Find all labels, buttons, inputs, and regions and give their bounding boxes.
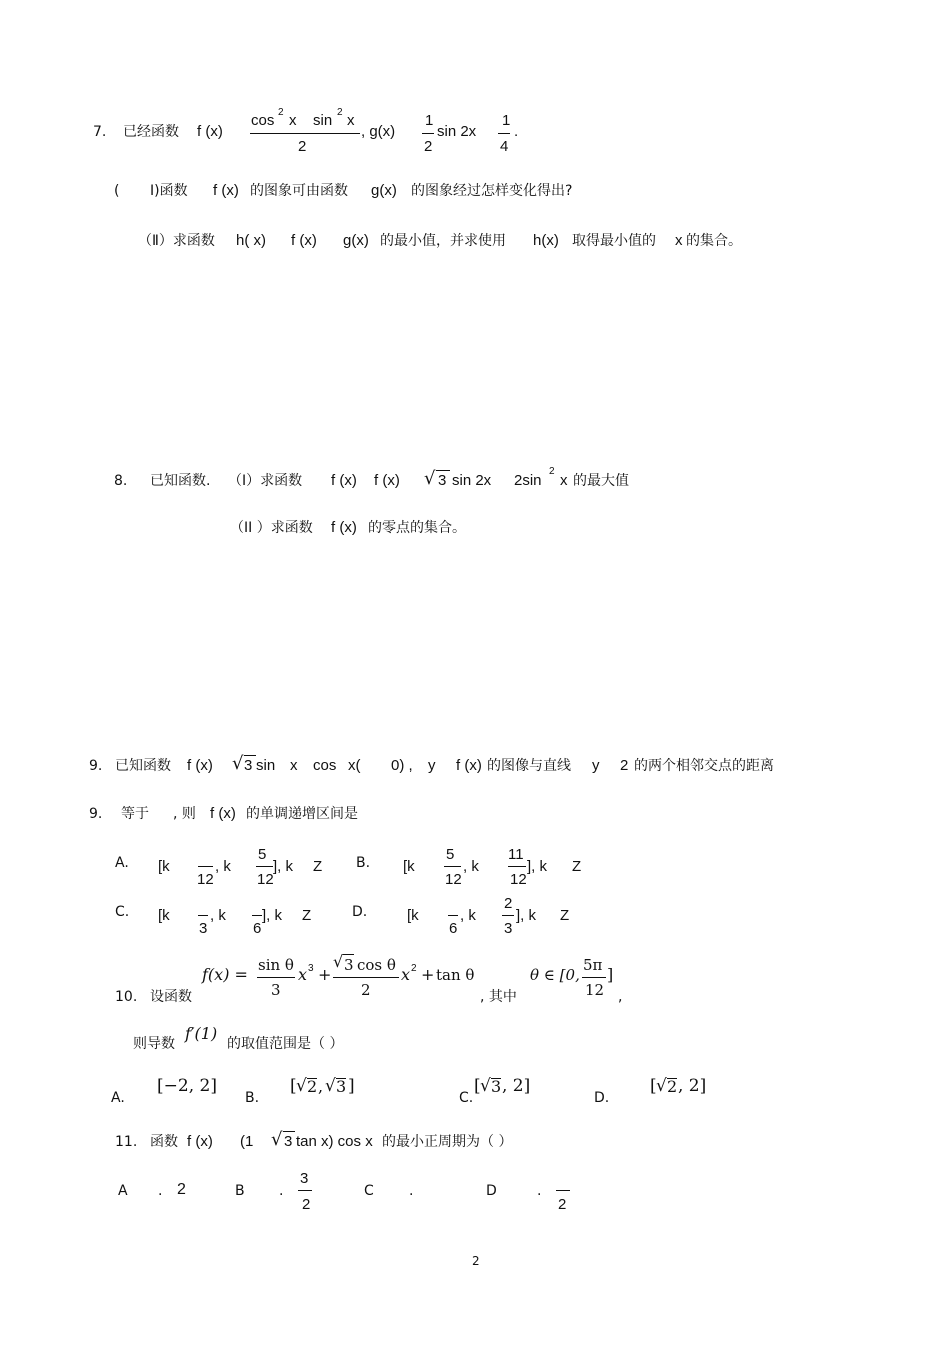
q10-term1-bar — [257, 977, 295, 978]
q10-option-b-mid: , — [318, 1077, 324, 1096]
q7-fx: f (x) — [197, 123, 223, 140]
q10-option-c-right: , 2] — [502, 1076, 531, 1096]
q8-fx2: f (x) — [374, 472, 400, 489]
q11-option-c-label: C — [364, 1183, 374, 1199]
page-number: 2 — [472, 1254, 480, 1268]
q9-option-a-frac1-bar — [198, 866, 213, 867]
q7-frac-sin: sin — [313, 112, 333, 129]
q9-radical-icon: √ — [232, 753, 244, 774]
q10-tan: tan θ — [436, 966, 475, 984]
q7-part1-fx: f (x) — [213, 182, 239, 199]
q8-part2-fx: f (x) — [331, 519, 357, 536]
q9-option-b-label: B. — [356, 855, 371, 871]
q10-x3-sup: 3 — [308, 963, 314, 974]
q11-fx: f (x) — [187, 1133, 213, 1150]
q7-number: 7. — [93, 124, 107, 140]
q10-option-d-s: 2 — [667, 1077, 678, 1096]
q7-end: . — [514, 123, 519, 140]
q9-number: 9. — [89, 758, 103, 774]
q9-option-a-open: [k — [158, 858, 170, 875]
q10-radical-icon: √ — [333, 952, 344, 971]
q7-quarter-den: 4 — [500, 138, 509, 155]
q10-theta-in: θ ∈ [0, — [530, 966, 580, 984]
q9-option-d-frac2-bar — [502, 915, 514, 916]
q7-frac-x2: x — [347, 112, 355, 129]
q9-lead: 已知函数 — [115, 758, 171, 774]
q11-option-d-dot: . — [537, 1183, 542, 1199]
q9-option-d-open: [k — [407, 907, 419, 924]
q10-theta-bar — [582, 977, 606, 978]
q9-option-c-label: C. — [115, 904, 130, 920]
q10-term2-sqrt: 3 — [344, 956, 354, 974]
q10-term2-cos: cos θ — [357, 956, 396, 974]
q11-option-d-label: D — [486, 1183, 497, 1199]
q11-option-b-label: B — [235, 1183, 245, 1199]
q9-x1: x — [290, 757, 298, 774]
q9-option-d-n2: 2 — [504, 895, 513, 912]
q11-option-b-den: 2 — [302, 1196, 311, 1213]
q11-option-c-dot: . — [409, 1183, 414, 1199]
q9-line2-b: , 则 — [173, 806, 196, 822]
q10-fx: f(x) = — [202, 965, 248, 984]
q7-part1-gx: g(x) — [371, 182, 397, 199]
q9-option-b-frac1-bar — [444, 866, 461, 867]
q9-option-a-label: A. — [115, 855, 129, 871]
q9-option-c-close: ], k — [262, 907, 283, 924]
q9-y: y — [428, 757, 436, 774]
q9-option-c-open: [k — [158, 907, 170, 924]
q10-x2-sup: 2 — [411, 963, 417, 974]
q7-frac-bar — [250, 133, 360, 134]
q7-gx: , g(x) — [361, 123, 396, 140]
q8-2sin: 2sin — [514, 472, 542, 489]
q9-option-a-d1: 12 — [197, 871, 214, 888]
q9-radical-bar — [244, 755, 256, 756]
q7-part2-fx: f (x) — [291, 232, 317, 249]
q7-part2-mid: 的最小值，并求使用 — [380, 233, 506, 249]
q9-option-b-close: ], k — [527, 858, 548, 875]
q9-option-a-n2: 5 — [258, 846, 267, 863]
q11-tan: tan x) cos x — [296, 1133, 373, 1150]
q10-term1-num: sin θ — [258, 956, 294, 974]
q9-option-a-close: ], k — [273, 858, 294, 875]
q10-lead: 设函数 — [150, 989, 192, 1005]
q9-option-c-frac2-bar — [252, 915, 262, 916]
q7-sup2a: 2 — [278, 107, 284, 118]
q8-fx1: f (x) — [331, 472, 357, 489]
q9-option-d-comma: , k — [460, 907, 476, 924]
q11-option-b-bar — [298, 1190, 312, 1191]
q11-option-d-den: 2 — [558, 1196, 567, 1213]
q9-option-d-d1: 6 — [449, 920, 458, 937]
q7-quarter-num: 1 — [502, 112, 511, 129]
q10-comma-where: , 其中 — [480, 989, 517, 1005]
q10-option-b-radical1-icon: √ — [296, 1076, 307, 1096]
q10-theta-close: ] — [607, 965, 614, 984]
q9-option-b-comma: , k — [463, 858, 479, 875]
q10-option-c-s: 3 — [491, 1077, 502, 1096]
q10-line2-a: 则导数 — [133, 1036, 175, 1052]
q9-number-2: 9. — [89, 806, 103, 822]
q7-part2-hx: h( x) — [236, 232, 266, 249]
q10-number: 10. — [115, 989, 138, 1005]
q11-option-b-num: 3 — [300, 1170, 309, 1187]
q10-option-d-left: [ — [650, 1076, 657, 1096]
q8-sin2x: sin 2x — [452, 472, 492, 489]
q9-option-c-z: Z — [302, 907, 312, 924]
q9-fx: f (x) — [187, 757, 213, 774]
q10-option-c-left: [ — [474, 1076, 481, 1096]
q8-number: 8. — [114, 473, 128, 489]
q10-x2: x — [401, 965, 411, 984]
q8-x: x — [560, 472, 568, 489]
q8-end: 的最大值 — [573, 473, 629, 489]
q10-option-b-s1: 2 — [307, 1077, 318, 1096]
q7-frac-x1: x — [289, 112, 297, 129]
q7-part2-hx2: h(x) — [533, 232, 559, 249]
q9-option-b-d2: 12 — [510, 871, 527, 888]
q8-lead: 已知函数. — [150, 473, 211, 489]
q10-radical-bar — [343, 954, 354, 955]
q10-option-b-label: B. — [245, 1090, 260, 1106]
q9-option-d-d2: 3 — [504, 920, 513, 937]
q8-radical-icon: √ — [424, 468, 436, 489]
q7-quarter-bar — [498, 133, 510, 134]
q7-part2-end: 的集合。 — [686, 233, 742, 249]
q10-option-a-label: A. — [111, 1090, 125, 1106]
q9-option-a-d2: 12 — [257, 871, 274, 888]
q9-option-d-label: D. — [352, 904, 368, 920]
q9-option-a-z: Z — [313, 858, 323, 875]
q10-fprime: f′(1) — [185, 1024, 218, 1043]
q8-sup2: 2 — [549, 466, 555, 477]
q9-x2: x( — [348, 757, 361, 774]
q11-open: (1 — [240, 1133, 254, 1150]
q10-option-b-left: [ — [290, 1076, 297, 1096]
q11-option-a-value: 2 — [177, 1181, 186, 1198]
q10-option-b-right: ] — [348, 1076, 355, 1096]
q7-part1-mid: 的图象可由函数 — [250, 183, 348, 199]
q9-option-c-frac1-bar — [198, 915, 208, 916]
q10-plus2: + — [421, 965, 435, 984]
q11-radical-bar — [283, 1131, 295, 1132]
q8-part1-label: （Ⅰ）求函数 — [228, 473, 303, 489]
q11-option-a-dot: . — [158, 1183, 163, 1199]
q9-zero: 0) , — [391, 757, 413, 774]
q9-line2-end: 的单调递增区间是 — [246, 806, 358, 822]
q9-option-b-frac2-bar — [508, 866, 526, 867]
q7-half-num: 1 — [425, 112, 434, 129]
q10-theta-den: 12 — [585, 981, 605, 999]
q10-option-d-right: , 2] — [678, 1076, 707, 1096]
q9-two: 2 — [620, 757, 629, 774]
q11-option-b-dot: . — [279, 1183, 284, 1199]
q8-part2-end: 的零点的集合。 — [368, 520, 466, 536]
q9-mid: 的图像与直线 — [487, 758, 571, 774]
q9-option-d-frac1-bar — [448, 915, 458, 916]
q9-option-c-comma: , k — [210, 907, 226, 924]
q9-option-b-open: [k — [403, 858, 415, 875]
q11-number: 11. — [115, 1134, 138, 1150]
q10-term2-den: 2 — [361, 981, 371, 999]
q7-part1-open: ( — [114, 183, 120, 199]
q10-option-d-label: D. — [594, 1090, 610, 1106]
q9-fx2: f (x) — [456, 757, 482, 774]
q9-option-d-close: ], k — [516, 907, 537, 924]
q9-option-d-z: Z — [560, 907, 570, 924]
q10-option-c-label: C. — [459, 1090, 474, 1106]
q7-part2-mid2: 取得最小值的 — [572, 233, 656, 249]
q7-half-den: 2 — [424, 138, 433, 155]
q7-part2-x: x — [675, 232, 683, 249]
q7-sup2b: 2 — [337, 107, 343, 118]
q10-x3: x — [298, 965, 308, 984]
q9-option-a-frac2-bar — [256, 866, 273, 867]
q9-option-c-d2: 6 — [253, 920, 262, 937]
q7-sin2x: sin 2x — [437, 123, 477, 140]
q10-option-b-radical2-icon: √ — [325, 1076, 336, 1096]
q11-radical-icon: √ — [271, 1129, 283, 1150]
q10-option-c-radical-icon: √ — [480, 1076, 491, 1096]
q11-sqrt3: 3 — [284, 1133, 293, 1150]
q7-lead: 已经函数 — [123, 124, 179, 140]
q7-part1-end: 的图象经过怎样变化得出? — [411, 183, 573, 199]
q7-part1-label: Ⅰ)函数 — [150, 183, 188, 199]
q10-line2-b: 的取值范围是（ ） — [227, 1036, 344, 1052]
q11-option-a-label: A — [118, 1183, 128, 1199]
q10-term2-bar — [333, 977, 399, 978]
q9-line2-fx: f (x) — [210, 805, 236, 822]
q7-frac-cos: cos — [251, 112, 275, 129]
q11-end: 的最小正周期为（ ） — [382, 1134, 513, 1150]
q9-option-a-comma: , k — [215, 858, 231, 875]
q9-sqrt3: 3 — [244, 757, 253, 774]
q9-option-b-n2: 11 — [508, 846, 524, 863]
q11-lead: 函数 — [150, 1134, 178, 1150]
q9-cos: cos — [313, 757, 337, 774]
q10-term1-den: 3 — [271, 981, 281, 999]
q9-option-b-z: Z — [572, 858, 582, 875]
q10-plus1: + — [318, 965, 332, 984]
q7-half-bar — [422, 133, 434, 134]
q10-theta-num: 5π — [583, 956, 603, 974]
q7-part2-gx: g(x) — [343, 232, 369, 249]
q8-sqrt3: 3 — [438, 472, 447, 489]
q9-option-b-n1: 5 — [446, 846, 455, 863]
q7-part2-open: （Ⅱ）求函数 — [138, 233, 215, 249]
q10-option-a-value: [−2, 2] — [157, 1076, 217, 1096]
q9-option-b-d1: 12 — [445, 871, 462, 888]
q9-y2: y — [592, 757, 600, 774]
q8-part2-label: （II ）求函数 — [230, 520, 313, 536]
q7-frac-den: 2 — [298, 138, 307, 155]
q9-sin: sin — [256, 757, 276, 774]
q10-option-d-radical-icon: √ — [656, 1076, 667, 1096]
q9-option-c-d1: 3 — [199, 920, 208, 937]
q10-option-b-s2: 3 — [336, 1077, 347, 1096]
q11-option-d-bar — [556, 1190, 570, 1191]
q9-line2-a: 等于 — [121, 806, 149, 822]
q10-end-comma: , — [618, 989, 623, 1005]
q9-end: 的两个相邻交点的距离 — [634, 758, 774, 774]
q8-radical-bar — [436, 470, 450, 471]
